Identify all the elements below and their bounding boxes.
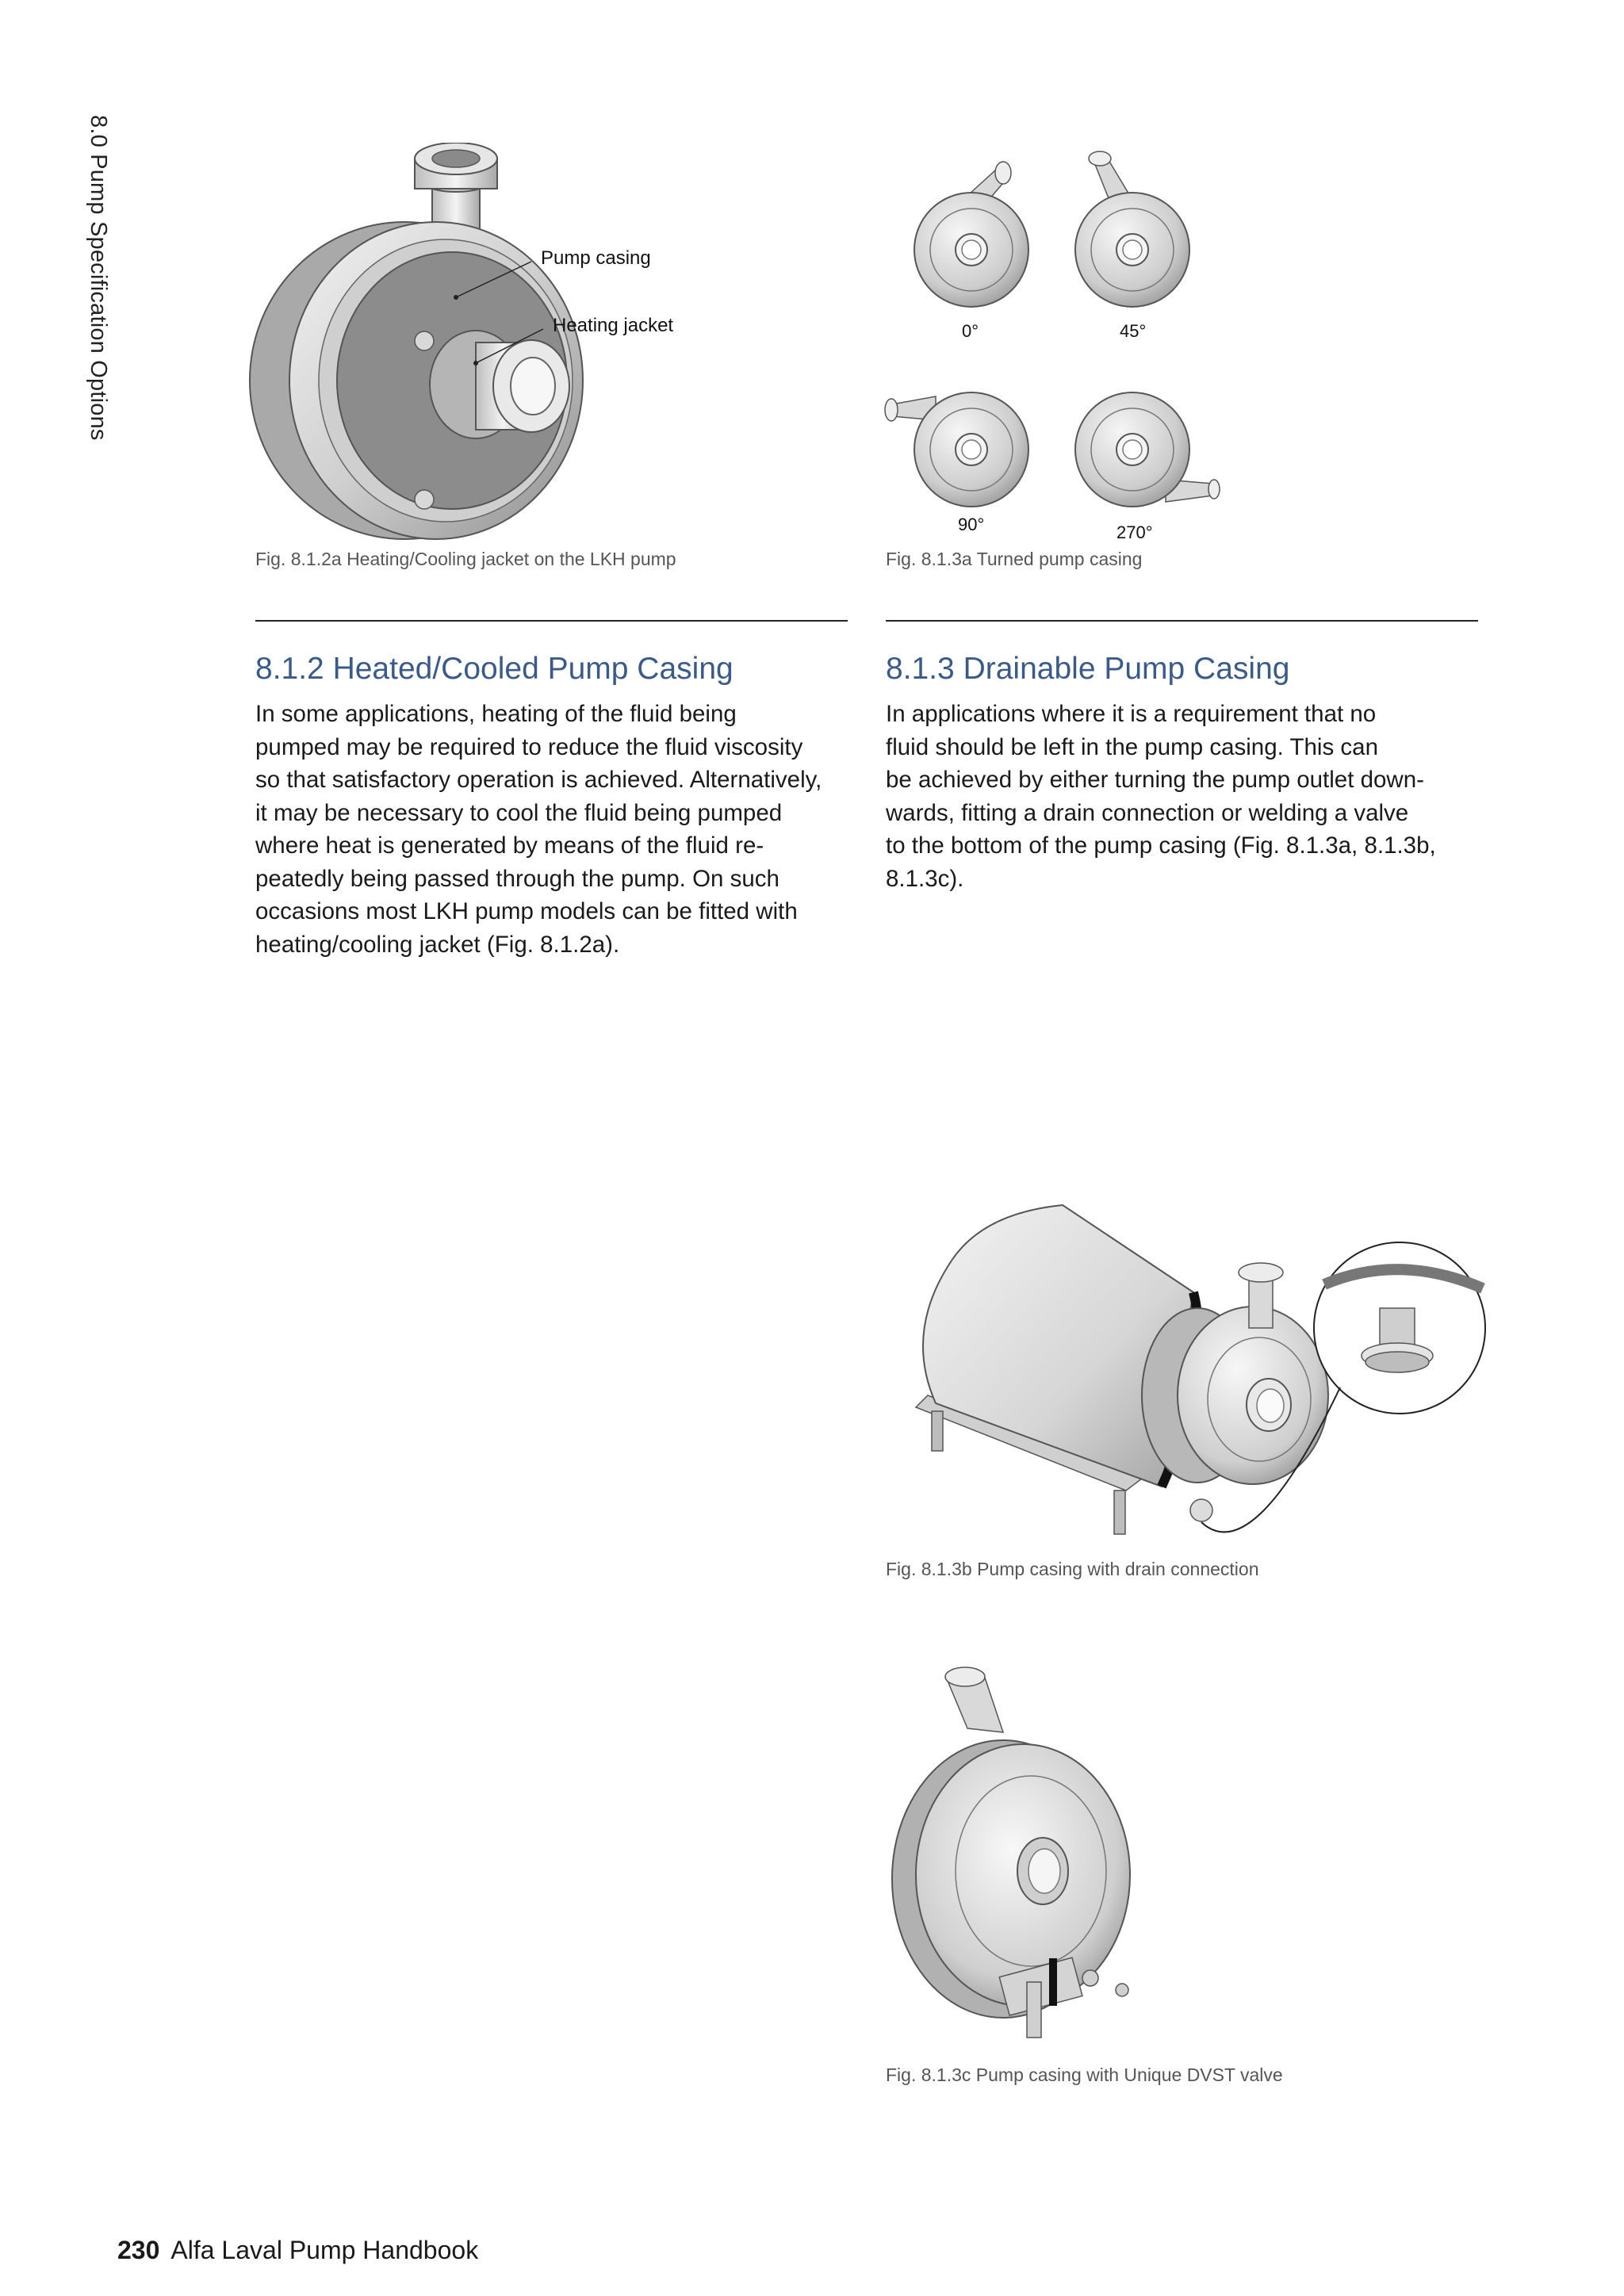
label-pump-casing: Pump casing [541, 247, 651, 269]
body-line: pumped may be required to reduce the fluid viscosity [255, 733, 803, 760]
angle-label-45: 45° [1120, 321, 1147, 341]
fig-813b-illustration [880, 1197, 1499, 1562]
fig-813c-caption: Fig. 8.1.3c Pump casing with Unique DVST valve [886, 2064, 1283, 2085]
angle-label-90: 90° [958, 515, 985, 534]
divider-right [886, 620, 1478, 622]
angle-label-0: 0° [962, 321, 979, 341]
section-side-title: 8.0 Pump Specification Options [86, 115, 111, 441]
body-line: fluid should be left in the pump casing. This can [886, 733, 1378, 760]
label-heating-jacket: Heating jacket [553, 315, 674, 336]
divider-left [255, 620, 848, 622]
body-line: to the bottom of the pump casing (Fig. 8.1.3a, 8.1.3b, [886, 832, 1436, 859]
angle-label-270: 270° [1116, 522, 1153, 542]
casing-270deg [1075, 392, 1220, 507]
casing-0deg [914, 162, 1028, 307]
body-line: be achieved by either turning the pump outlet down- [886, 767, 1424, 793]
page-number: 230 [117, 2236, 160, 2264]
section-813-heading: 8.1.3 Drainable Pump Casing [886, 652, 1290, 686]
section-812-heading: 8.1.2 Heated/Cooled Pump Casing [255, 652, 733, 686]
section-812-body [255, 698, 822, 961]
body-line: so that satisfactory operation is achieved. Alternatively, [255, 767, 822, 793]
casing-90deg [885, 392, 1028, 507]
book-title: Alfa Laval Pump Handbook [170, 2236, 479, 2264]
fig-812a-illustration [238, 143, 714, 555]
body-line: peatedly being passed through the pump. On such [255, 865, 779, 892]
fig-813a-illustration [880, 147, 1245, 551]
fig-813a-caption: Fig. 8.1.3a Turned pump casing [886, 549, 1143, 569]
section-813-body [886, 698, 1436, 895]
casing-45deg [1075, 151, 1189, 307]
body-line: it may be necessary to cool the fluid being pumped [255, 799, 783, 826]
body-line: In applications where it is a requirement that no [886, 701, 1377, 727]
body-line: wards, fitting a drain connection or welding a valve [886, 799, 1409, 826]
body-line: In some applications, heating of the fluid being [255, 701, 737, 727]
body-line: occasions most LKH pump models can be fitted with [255, 898, 798, 924]
page-footer [117, 2236, 478, 2265]
body-line: 8.1.3c). [886, 865, 964, 892]
body-line: where heat is generated by means of the fluid re- [255, 832, 764, 859]
fig-813c-illustration [884, 1665, 1233, 2045]
body-line: heating/cooling jacket (Fig. 8.1.2a). [255, 931, 620, 958]
fig-813b-caption: Fig. 8.1.3b Pump casing with drain connection [886, 1559, 1259, 1579]
fig-812a-caption: Fig. 8.1.2a Heating/Cooling jacket on the LKH pump [255, 549, 676, 569]
